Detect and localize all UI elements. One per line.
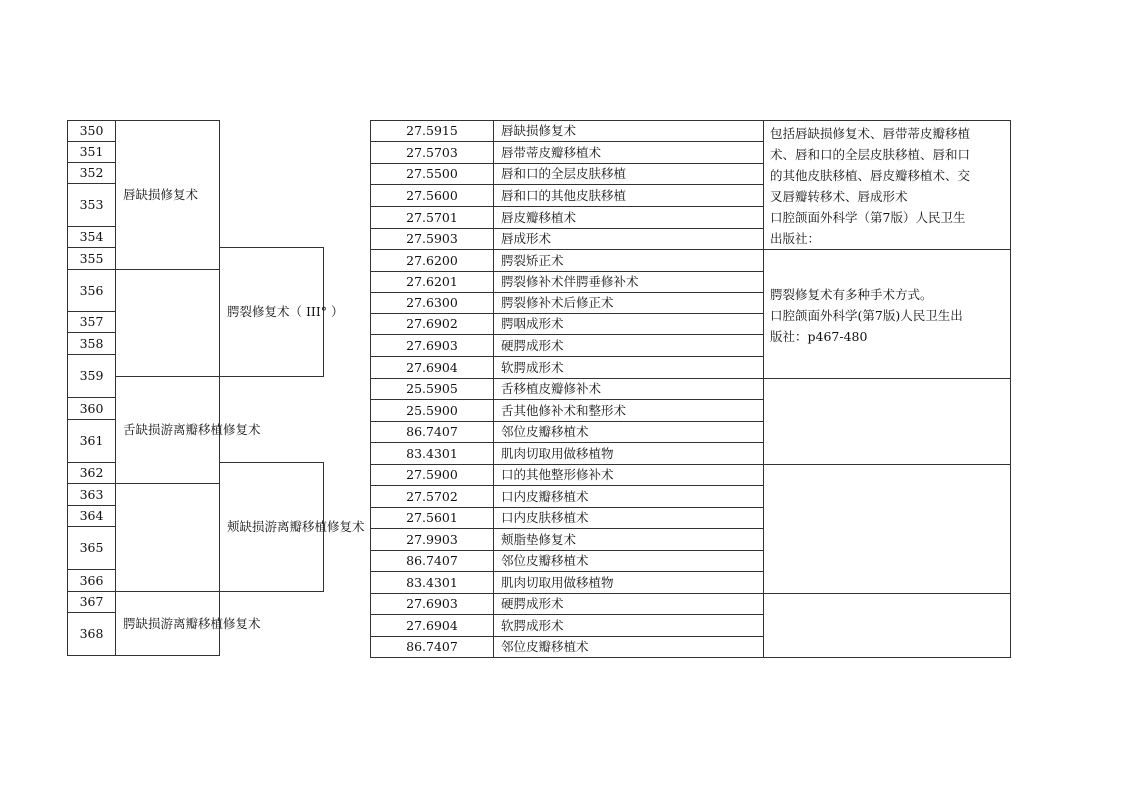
procedure-code: 27.5903: [371, 228, 494, 249]
procedure-code: 27.9903: [371, 529, 494, 551]
surgery-name: 颊缺损游离瓣移植修复术: [220, 463, 324, 592]
item-number: 355: [68, 248, 116, 270]
item-number: 354: [68, 227, 116, 248]
procedure-code: 86.7407: [371, 551, 494, 572]
procedure-name: 唇成形术: [494, 228, 764, 249]
procedure-name: 邻位皮瓣移植术: [494, 637, 764, 658]
surgery-name: 腭缺损游离瓣移植修复术: [116, 592, 220, 656]
procedure-code: 27.6904: [371, 615, 494, 637]
item-number: 360: [68, 398, 116, 420]
item-number: 359: [68, 355, 116, 398]
procedure-name: 硬腭成形术: [494, 335, 764, 357]
item-number: 351: [68, 142, 116, 163]
note-line: 包括唇缺损修复术、唇带蒂皮瓣移植: [770, 126, 971, 141]
procedure-name: 舌其他修补术和整形术: [494, 400, 764, 422]
note-line: 版社：p467-480: [770, 328, 868, 344]
procedure-name: 唇缺损修复术: [494, 121, 764, 142]
surgery-name: 唇缺损修复术: [116, 121, 220, 270]
procedure-name: 唇皮瓣移植术: [494, 207, 764, 228]
procedure-name: 唇和口的其他皮肤移植: [494, 184, 764, 206]
procedure-name: 肌肉切取用做移植物: [494, 443, 764, 465]
procedure-name: 腭裂修补术伴腭垂修补术: [494, 272, 764, 293]
procedure-code: 86.7407: [371, 637, 494, 658]
procedure-code: 27.6300: [371, 293, 494, 314]
item-number: 362: [68, 463, 116, 484]
note-cell: [764, 465, 1011, 594]
procedure-name: 腭咽成形术: [494, 314, 764, 335]
note-cell: [764, 121, 1011, 250]
procedure-code: 86.7407: [371, 422, 494, 443]
item-number: 367: [68, 592, 116, 613]
surgery-name: 舌缺损游离瓣移植修复术: [116, 377, 220, 484]
note-line: 叉唇瓣转移术、唇成形术: [770, 189, 908, 204]
procedure-code: 27.6902: [371, 314, 494, 335]
item-number: 365: [68, 527, 116, 570]
procedure-name: 软腭成形术: [494, 357, 764, 379]
procedure-name: 软腭成形术: [494, 615, 764, 637]
item-number: 357: [68, 312, 116, 333]
procedure-name: 硬腭成形术: [494, 594, 764, 615]
item-number: 352: [68, 163, 116, 184]
note-line: 出版社：: [770, 231, 821, 246]
item-number: 364: [68, 506, 116, 527]
procedure-name: 舌移植皮瓣修补术: [494, 379, 764, 400]
procedure-code: 27.6904: [371, 357, 494, 379]
item-number: 366: [68, 570, 116, 592]
item-number: 353: [68, 184, 116, 227]
procedure-code: 27.6200: [371, 250, 494, 272]
item-number: 368: [68, 613, 116, 656]
item-number: 356: [68, 270, 116, 312]
procedure-code: 83.4301: [371, 443, 494, 465]
procedure-code: 83.4301: [371, 572, 494, 594]
procedure-name: 邻位皮瓣移植术: [494, 422, 764, 443]
procedure-name: 唇和口的全层皮肤移植: [494, 163, 764, 184]
procedure-name: 口内皮肤移植术: [494, 508, 764, 529]
item-number-table: [67, 120, 365, 656]
procedure-name: 邻位皮瓣移植术: [494, 551, 764, 572]
procedure-code: 27.6903: [371, 335, 494, 357]
procedure-name: 肌肉切取用做移植物: [494, 572, 764, 594]
procedure-code: 25.5900: [371, 400, 494, 422]
procedure-code: 27.5703: [371, 142, 494, 163]
item-number: 363: [68, 484, 116, 506]
procedure-name: 颊脂垫修复术: [494, 529, 764, 551]
note-line: 腭裂修复术有多种手术方式。: [770, 286, 933, 302]
procedure-name: 腭裂修补术后修正术: [494, 293, 764, 314]
procedure-code: 27.5600: [371, 184, 494, 206]
note-cell: [764, 379, 1011, 465]
procedure-code: 27.6201: [371, 272, 494, 293]
procedure-name: 口的其他整形修补术: [494, 465, 764, 486]
procedure-code: 25.5905: [371, 379, 494, 400]
note-line: 口腔颌面外科学(第7版)人民卫生出: [770, 307, 963, 323]
note-line: 口腔颌面外科学（第7版）人民卫生: [770, 210, 966, 225]
note-line: 的其他皮肤移植、唇皮瓣移植术、交: [770, 168, 971, 183]
item-number: 361: [68, 420, 116, 463]
item-number: 350: [68, 121, 116, 142]
procedure-code: 27.5701: [371, 207, 494, 228]
procedure-code: 27.6903: [371, 594, 494, 615]
procedure-name: 腭裂矫正术: [494, 250, 764, 272]
procedure-code: 27.5915: [371, 121, 494, 142]
procedure-code: 27.5702: [371, 486, 494, 508]
procedure-code: 27.5601: [371, 508, 494, 529]
note-line: 术、唇和口的全层皮肤移植、唇和口: [770, 147, 971, 162]
procedure-name: 口内皮瓣移植术: [494, 486, 764, 508]
procedure-code: 27.5500: [371, 163, 494, 184]
item-number: 358: [68, 333, 116, 355]
procedure-code-table: [370, 120, 1011, 658]
procedure-name: 唇带蒂皮瓣移植术: [494, 142, 764, 163]
note-cell: [764, 594, 1011, 658]
note-cell: [764, 250, 1011, 379]
surgery-name: 腭裂修复术（ III° ）: [220, 248, 324, 377]
procedure-code: 27.5900: [371, 465, 494, 486]
